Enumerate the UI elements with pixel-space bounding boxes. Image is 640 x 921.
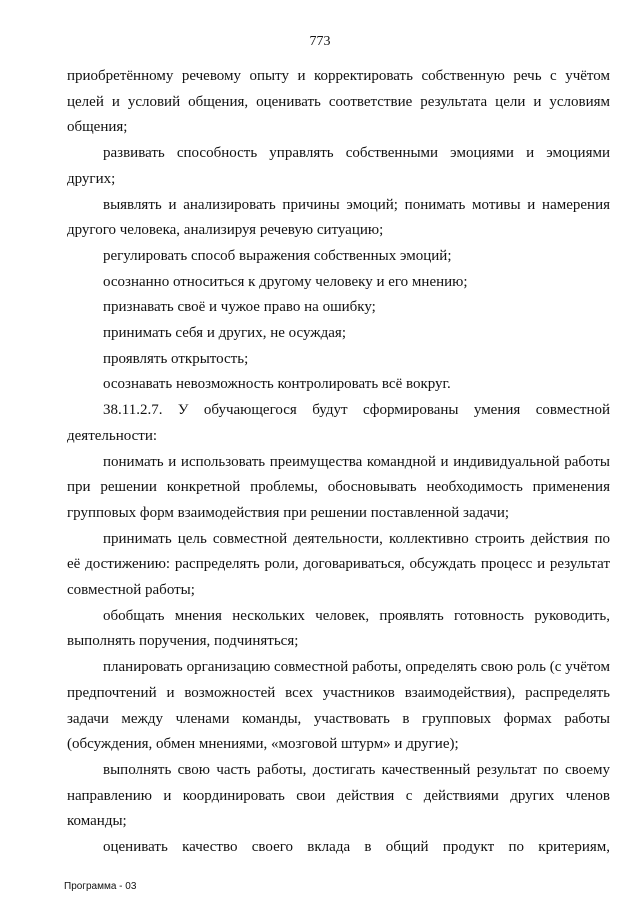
document-body — [67, 64, 610, 861]
paragraph-3: выявлять и анализировать причины эмоций; понимать мотивы и намерения другого человека, анализируя речевую ситуацию; — [67, 196, 610, 239]
paragraph-6: признавать своё и чужое право на ошибку; — [103, 299, 376, 316]
page-number: 773 — [309, 34, 331, 49]
paragraph-5: осознанно относиться к другому человеку и его мнению; — [103, 273, 468, 290]
paragraph-12: принимать цель совместной деятельности, коллективно строить действия по её достижению: распределять роли, договариваться, обсуждать процесс и результат совместной работы; — [67, 530, 610, 599]
paragraph-13: обобщать мнения нескольких человек, проявлять готовность руководить, выполнять поручения, подчиняться; — [67, 607, 610, 650]
paragraph-4: регулировать способ выражения собственных эмоций; — [103, 247, 452, 264]
paragraph-14: планировать организацию совместной работы, определять свою роль (с учётом предпочтений и возможностей всех участников взаимодействия), распределять задачи между членами команды, участвовать в групповых формах работы (обсуждения, обмен мнениями, «мозговой штурм» и другие); — [67, 659, 610, 753]
paragraph-15: выполнять свою часть работы, достигать качественный результат по своему направлению и координировать свои действия с действиями других членов команды; — [67, 761, 610, 830]
section-heading-38-11-2-7: 38.11.2.7. У обучающегося будут сформированы умения совместной деятельности: — [67, 402, 610, 444]
paragraph-9: осознавать невозможность контролировать всё вокруг. — [103, 376, 451, 393]
paragraph-16: оценивать качество своего вклада в общий продукт по критериям, — [103, 839, 610, 856]
paragraph-11: понимать и использовать преимущества командной и индивидуальной работы при решении конкретной проблемы, обосновывать необходимость применения групповых форм взаимодействия при решении поставленной задачи; — [67, 453, 610, 521]
paragraph-8: проявлять открытость; — [103, 350, 249, 367]
footer-program-label: Программа - 03 — [64, 881, 137, 892]
paragraph-7: принимать себя и других, не осуждая; — [103, 325, 347, 342]
paragraph-2: развивать способность управлять собственными эмоциями и эмоциями других; — [67, 145, 610, 187]
paragraph-1: приобретённому речевому опыту и корректировать собственную речь с учётом целей и условий общения, оценивать соответствие результата цели и условиям общения; — [67, 68, 610, 136]
